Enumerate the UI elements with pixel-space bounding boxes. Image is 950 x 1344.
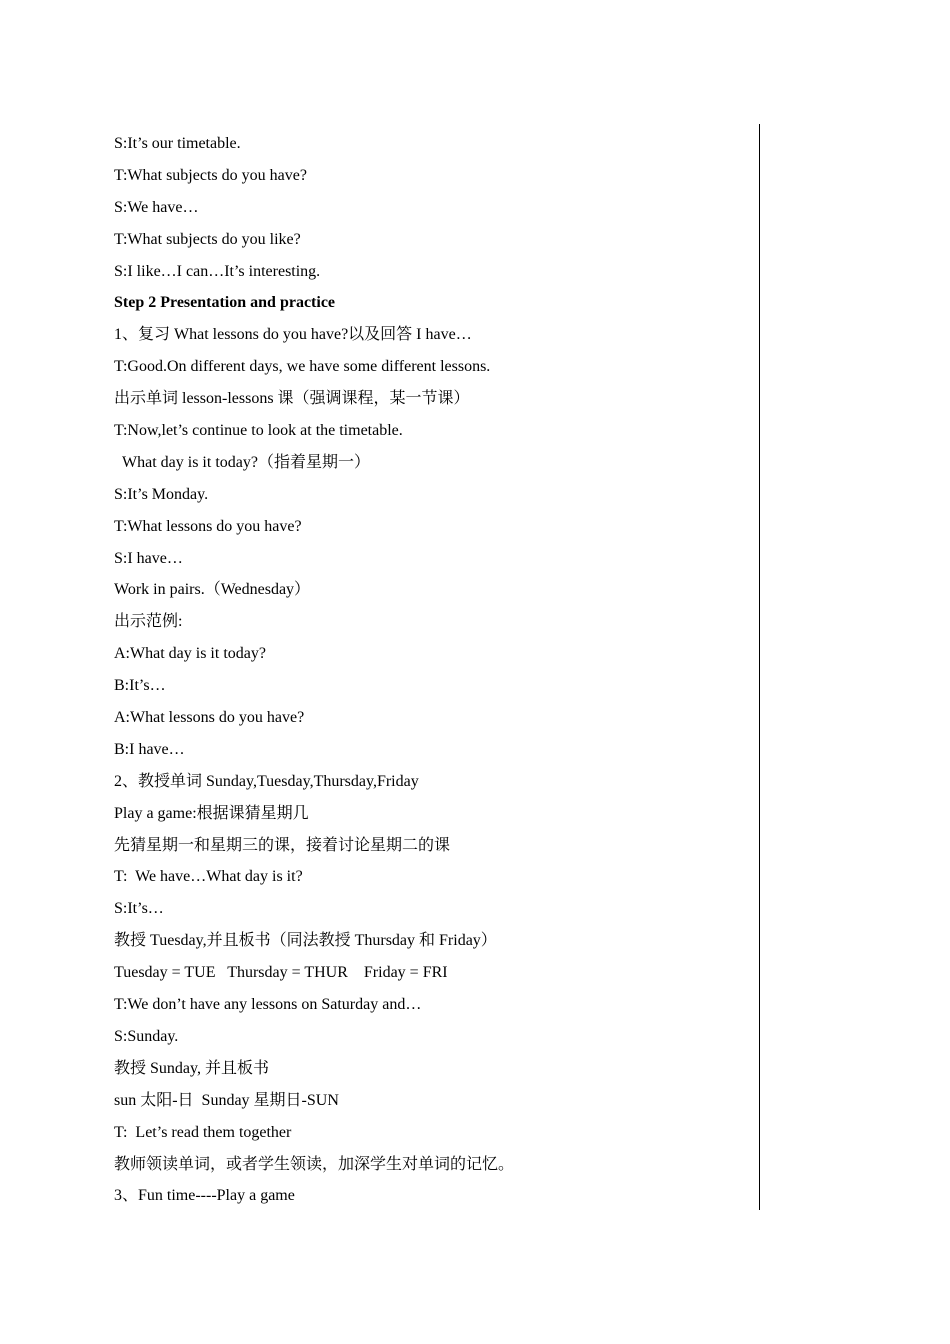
text-line: A:What lessons do you have? bbox=[114, 709, 305, 727]
text-line: T:Good.On different days, we have some different lessons. bbox=[114, 358, 491, 376]
text-line: 2、教授单词 Sunday,Tuesday,Thursday,Friday bbox=[114, 772, 419, 790]
text-line: 教授 Sunday, 并且板书 bbox=[114, 1059, 269, 1077]
text-line: B:It’s… bbox=[114, 677, 166, 695]
text-line: A:What day is it today? bbox=[114, 645, 266, 663]
text-line: S:It’s… bbox=[114, 900, 164, 918]
text-line: 教师领读单词，或者学生领读，加深学生对单词的记忆。 bbox=[114, 1155, 515, 1173]
text-line: 出示范例: bbox=[114, 613, 183, 631]
section-heading: Step 2 Presentation and practice bbox=[114, 294, 336, 312]
text-line: 3、Fun time----Play a game bbox=[114, 1187, 295, 1205]
text-line: Tuesday = TUE Thursday = THUR Friday = FRI bbox=[114, 964, 448, 982]
text-line: 先猜星期一和星期三的课，接着讨论星期二的课 bbox=[114, 836, 451, 854]
text-line: T:What lessons do you have? bbox=[114, 517, 302, 535]
text-line: S:Sunday. bbox=[114, 1027, 179, 1045]
text-line: T: Let’s read them together bbox=[114, 1123, 292, 1141]
text-line: 1、复习 What lessons do you have?以及回答 I have… bbox=[114, 326, 472, 344]
text-line: Play a game:根据课猜星期几 bbox=[114, 804, 309, 822]
text-line: T:We don’t have any lessons on Saturday and… bbox=[114, 996, 422, 1014]
text-line: T:What subjects do you have? bbox=[114, 166, 307, 184]
text-line: T: We have…What day is it? bbox=[114, 868, 303, 886]
text-line: T:What subjects do you like? bbox=[114, 230, 301, 248]
text-line: 教授 Tuesday,并且板书（同法教授 Thursday 和 Friday） bbox=[114, 932, 497, 950]
text-line: S:I have… bbox=[114, 549, 183, 567]
text-line: T:Now,let’s continue to look at the timetable. bbox=[114, 422, 403, 440]
text-line: S:It’s our timetable. bbox=[114, 135, 241, 152]
text-line: B:I have… bbox=[114, 740, 185, 758]
text-line: 出示单词 lesson-lessons 课（强调课程，某一节课） bbox=[114, 390, 470, 408]
text-line: S:It’s Monday. bbox=[114, 485, 209, 503]
vertical-divider bbox=[759, 124, 760, 1210]
text-line: sun 太阳-日 Sunday 星期日-SUN bbox=[114, 1091, 339, 1109]
text-line: What day is it today?（指着星期一） bbox=[122, 453, 370, 471]
document-body bbox=[114, 128, 744, 1212]
text-line: S:We have… bbox=[114, 198, 199, 216]
text-line: Work in pairs.（Wednesday） bbox=[114, 581, 311, 599]
text-line: S:I like…I can…It’s interesting. bbox=[114, 262, 321, 280]
